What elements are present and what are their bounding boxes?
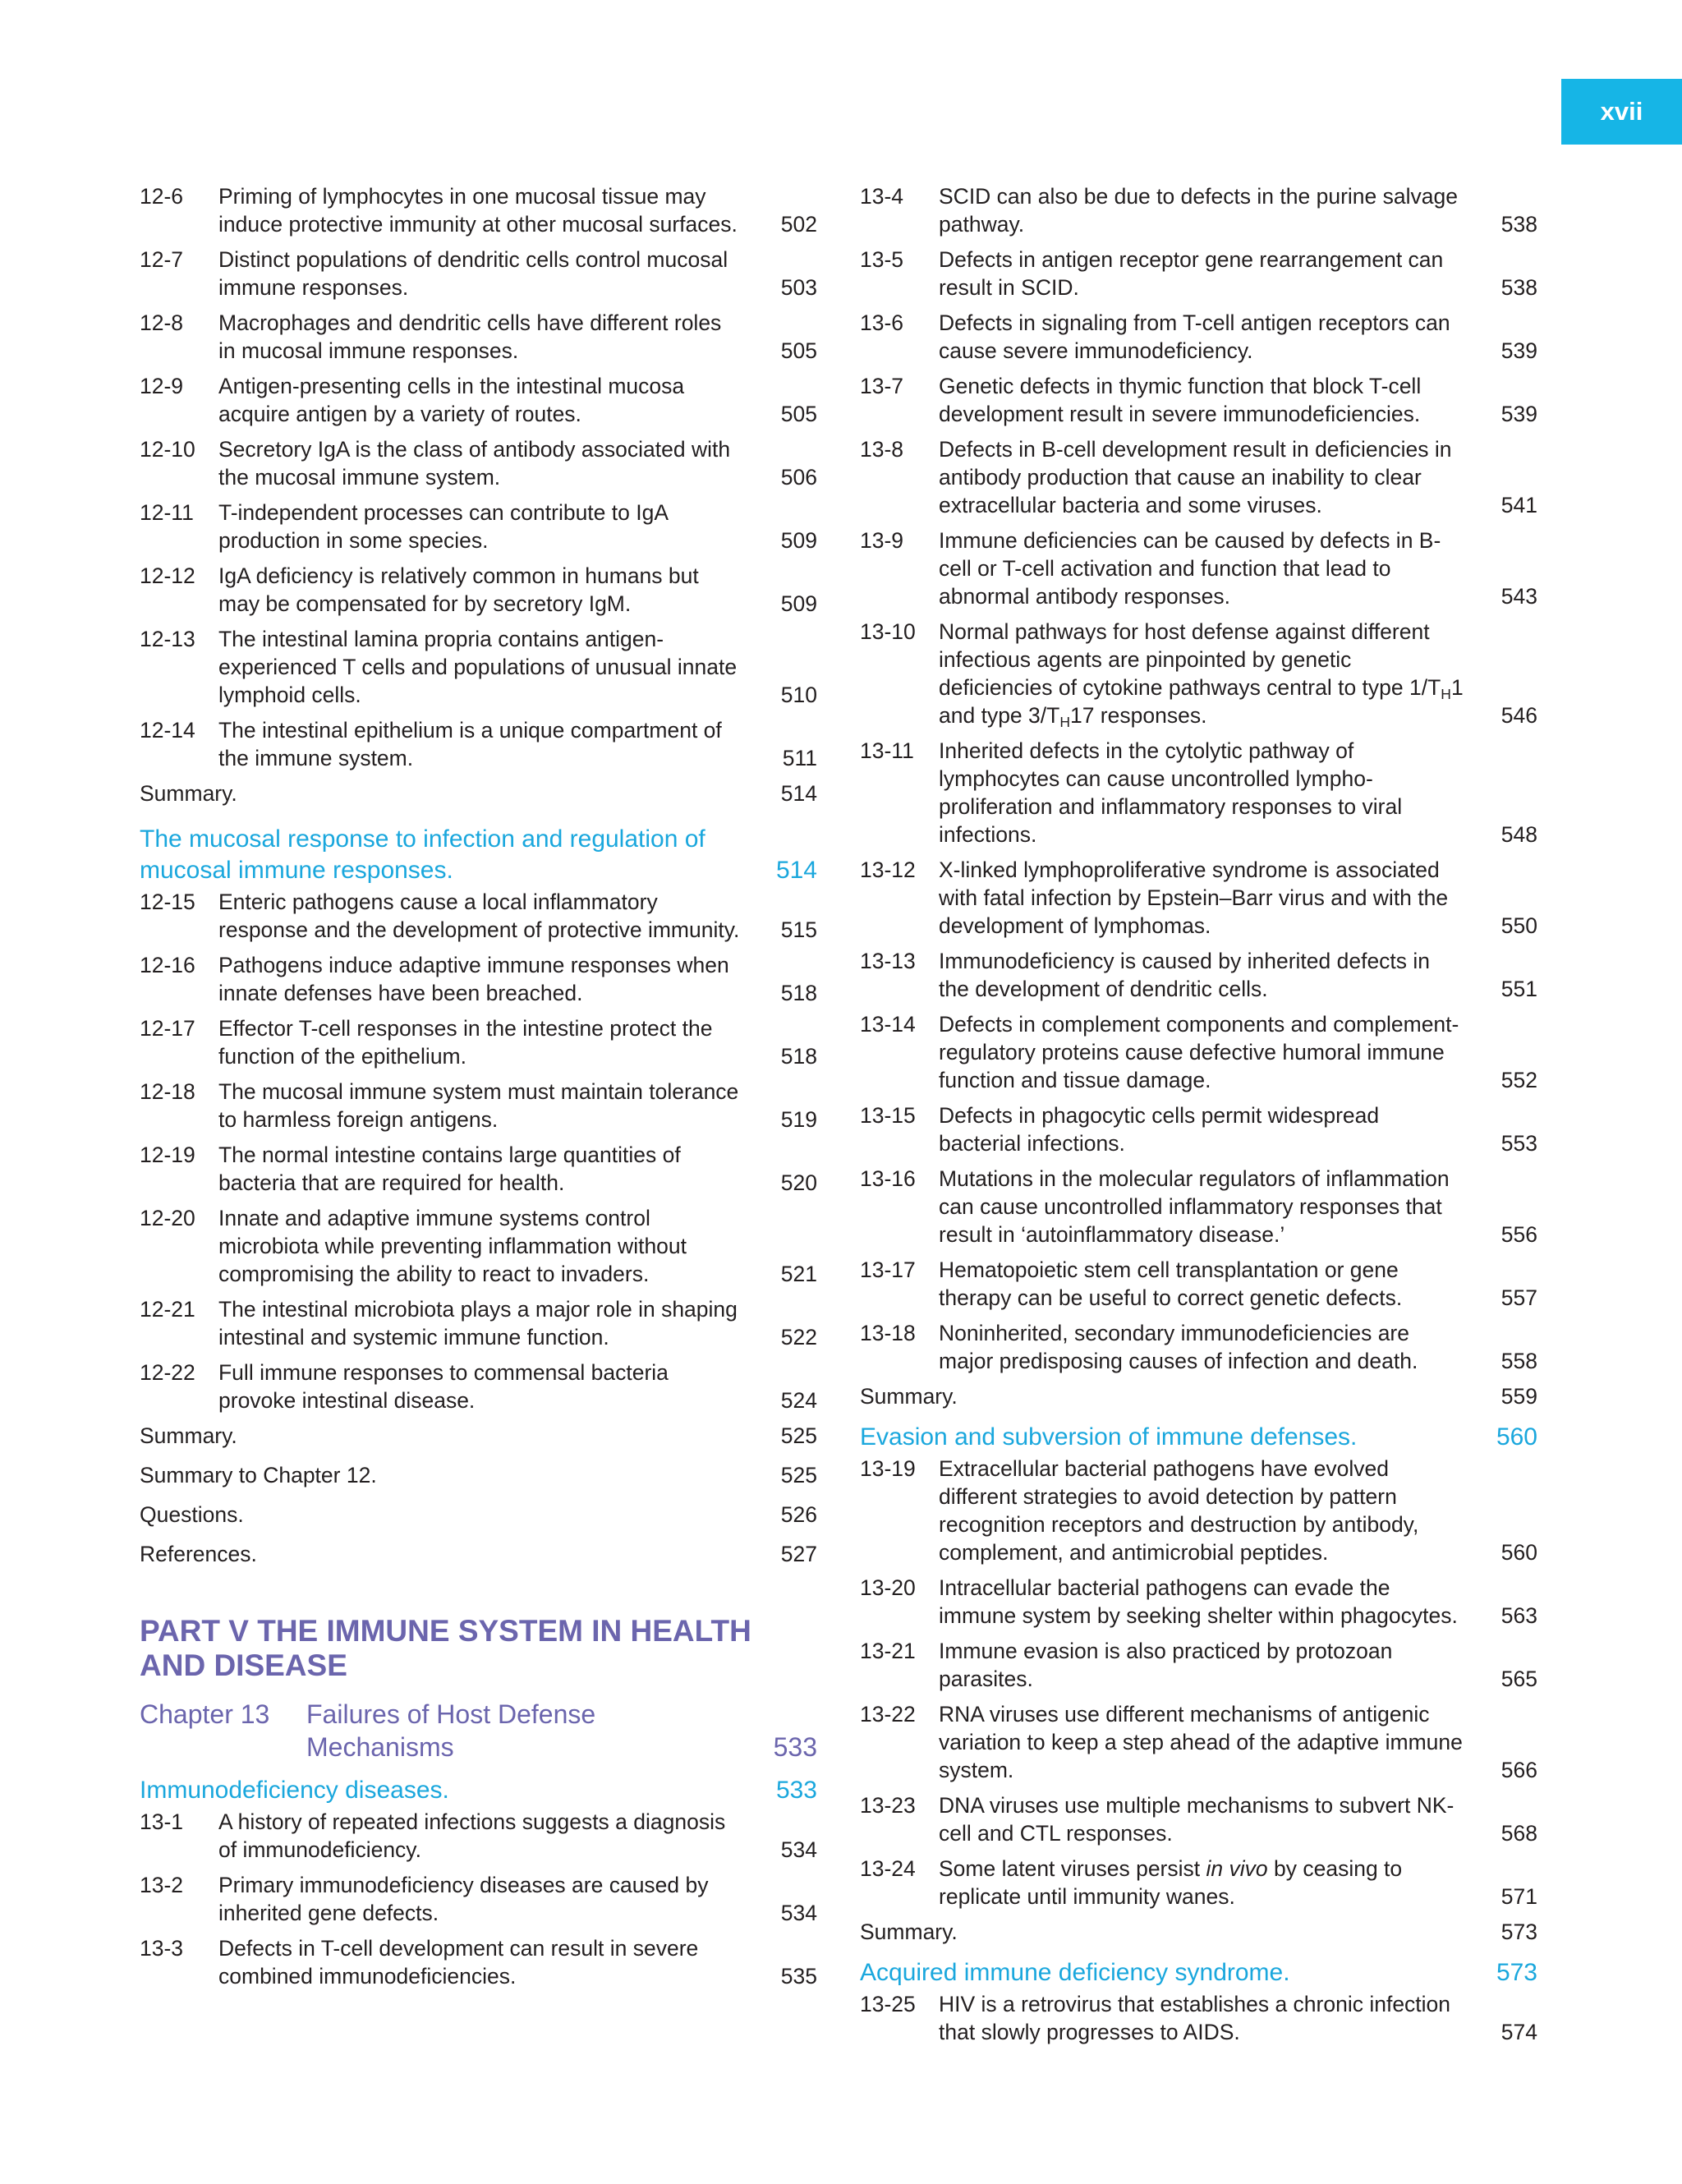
toc-entry[interactable] [860,1637,1537,1693]
toc-entry-page: 502 [780,212,817,237]
toc-entry-page: 568 [1500,1821,1537,1846]
toc-entry-number: 13-23 [860,1793,916,1818]
toc-section-page: 514 [775,857,817,884]
toc-entry-title: Enteric pathogens cause a local inflammatory response and the development of protective immunity. [218,890,740,942]
toc-entry-number: 13-5 [860,247,904,272]
toc-entry-number: 13-25 [860,1992,916,2016]
toc-entry[interactable] [860,1791,1537,1847]
toc-entry-page: 546 [1500,703,1537,728]
toc-entry-page: 506 [780,465,817,490]
toc-entry-page: 509 [780,528,817,553]
toc-entry-title: Intracellular bacterial pathogens can evade the immune system by seeking shelter within phagocytes. [939,1575,1458,1628]
toc-entry-title: Extracellular bacterial pathogens have evolved different strategies to avoid detection by pattern recognition receptors and destruction by antibody, complement, and antimicrobial peptides. [939,1456,1419,1565]
toc-entry-number: 13-11 [860,738,914,763]
toc-entry-title: Defects in B-cell development result in deficiencies in antibody production that cause an inability to clear extracellular bacteria and some viruses. [939,437,1452,517]
toc-entry-number: 13-9 [860,528,904,553]
toc-entry-title: Full immune responses to commensal bacteria provoke intestinal disease. [218,1360,669,1413]
toc-section-title: The mucosal response to infection and regulation of mucosal immune responses. [140,825,705,884]
toc-back-matter-page: 527 [780,1542,817,1566]
toc-entry-page: 538 [1500,212,1537,237]
toc-entry-title: Immune deficiencies can be caused by defects in B-cell or T-cell activation and function that lead to abnormal antibody responses. [939,528,1441,609]
toc-entry-number: 13-17 [860,1258,916,1282]
toc-entry-page: 560 [1500,1540,1537,1565]
toc-entry-number: 13-3 [140,1936,184,1961]
toc-entry-page: 556 [1500,1222,1537,1247]
toc-entry-page: 574 [1500,2020,1537,2044]
toc-entry-number: 12-18 [140,1079,195,1104]
toc-entry[interactable] [860,526,1537,610]
toc-entry-number: 13-13 [860,949,916,973]
toc-entry[interactable] [140,1078,817,1133]
toc-entry-number: 12-11 [140,500,194,525]
toc-entry[interactable] [860,182,1537,238]
toc-entry-title: Effector T-cell responses in the intestine protect the function of the epithelium. [218,1016,713,1069]
toc-entry[interactable] [140,1295,817,1351]
toc-entry-title: Antigen-presenting cells in the intestinal mucosa acquire antigen by a variety of routes. [218,374,685,426]
toc-entry-page: 558 [1500,1349,1537,1373]
toc-entry-number: 12-20 [140,1206,195,1230]
toc-entry-page: 551 [1500,977,1537,1001]
toc-entry[interactable] [860,856,1537,940]
toc-entry-number: 13-1 [140,1809,184,1834]
toc-entry-title: Inherited defects in the cytolytic pathway of lymphocytes can cause uncontrolled lympho-proliferation and inflammatory responses to viral infections. [939,738,1403,847]
toc-entry-page: 534 [780,1901,817,1925]
toc-entry[interactable] [140,182,817,238]
toc-tail-group [140,1422,817,1568]
toc-entry-number: 13-22 [860,1702,916,1727]
toc-group [140,888,817,1414]
toc-entry-number: 12-6 [140,184,184,209]
toc-back-matter-page: 525 [780,1463,817,1487]
toc-entry-number: 13-4 [860,184,904,209]
toc-chapter-heading[interactable] [140,1698,817,1763]
toc-entry-title: Defects in antigen receptor gene rearrangement can result in SCID. [939,247,1444,300]
toc-entry-title: The mucosal immune system must maintain tolerance to harmless foreign antigens. [218,1079,739,1132]
toc-group [860,1455,1537,1847]
toc-entry-number: 13-7 [860,374,904,398]
toc-entry[interactable] [860,947,1537,1003]
toc-back-matter-item[interactable] [140,1501,817,1529]
toc-entry-title: Genetic defects in thymic function that block T-cell development result in severe immunodeficiencies. [939,374,1422,426]
toc-section-heading[interactable] [860,1957,1537,1989]
toc-entry-number: 12-16 [140,953,195,977]
toc-entry-number: 13-24 [860,1856,916,1881]
toc-entry-title: RNA viruses use different mechanisms of antigenic variation to keep a step ahead of the adaptive immune system. [939,1702,1463,1782]
toc-entry-title: Hematopoietic stem cell transplantation or gene therapy can be useful to correct genetic defects. [939,1258,1403,1310]
toc-entry-title: Pathogens induce adaptive immune responses when innate defenses have been breached. [218,953,729,1005]
toc-entry-title: A history of repeated infections suggests a diagnosis of immunodeficiency. [218,1809,726,1862]
toc-entry-number: 13-15 [860,1103,916,1128]
toc-entry[interactable] [860,435,1537,519]
page-number: xvii [1600,97,1643,126]
toc-summary-page: 559 [1500,1384,1537,1409]
toc-entry-title: HIV is a retrovirus that establishes a chronic infection that slowly progresses to AIDS. [939,1992,1451,2044]
toc-chapter-label: Chapter 13 [140,1699,270,1729]
toc-entry[interactable] [860,1101,1537,1157]
toc-back-matter-label: References. [140,1542,257,1566]
toc-entry-number: 12-13 [140,627,195,651]
toc-entry-page: 519 [780,1107,817,1132]
toc-entry-number: 13-14 [860,1012,916,1037]
toc-summary[interactable] [140,779,817,807]
toc-entry-number: 12-7 [140,247,184,272]
toc-entry-title: Innate and adaptive immune systems control microbiota while preventing inflammation without compromising the ability to react to invaders. [218,1206,687,1286]
toc-entry-page: 534 [780,1837,817,1862]
toc-entry-title: Normal pathways for host defense against different infectious agents are pinpointed by genetic deficiencies of cytokine pathways central to type $1/T_H1$ and type $3/T_H17$ responses. [939,619,1464,731]
toc-entry[interactable] [860,737,1537,848]
toc-entry-page: 503 [780,275,817,300]
toc-section-page: 573 [1496,1959,1537,1986]
toc-back-matter-item[interactable] [140,1461,817,1489]
toc-group [860,1990,1537,2046]
toc-entry-page: 505 [780,338,817,363]
toc-entry[interactable] [140,1871,817,1927]
toc-entry-title: DNA viruses use multiple mechanisms to subvert NK-cell and CTL responses. [939,1793,1455,1846]
toc-entry[interactable] [860,1855,1537,1910]
toc-entry-page: 509 [780,591,817,616]
toc-section-heading[interactable] [140,824,817,886]
toc-entry-title: Mutations in the molecular regulators of inflammation can cause uncontrolled inflammatory responses that result in ‘autoinflammatory disease.’ [939,1166,1450,1247]
toc-entry-number: 13-16 [860,1166,916,1191]
toc-group [860,737,1537,1375]
toc-entry[interactable] [140,309,817,365]
toc-entry-page: 552 [1500,1068,1537,1092]
toc-entry-title: IgA deficiency is relatively common in humans but may be compensated for by secretory IgM. [218,563,699,616]
toc-entry[interactable] [140,1014,817,1070]
toc-entry-page: 550 [1500,913,1537,938]
toc-entry[interactable] [140,888,817,944]
toc-entry[interactable] [140,499,817,554]
toc-entry-page: 510 [780,683,817,707]
toc-entry-number: 12-17 [140,1016,195,1041]
toc-entry-number: 13-20 [860,1575,916,1600]
toc-entry-title: Primary immunodeficiency diseases are caused by inherited gene defects. [218,1873,709,1925]
toc-group [140,182,817,772]
toc-entry-page: 571 [1500,1884,1537,1909]
toc-entry-number: 13-12 [860,858,916,882]
toc-entry-page: 541 [1500,493,1537,517]
toc-entry-page: 520 [780,1170,817,1195]
toc-entry[interactable] [860,1700,1537,1784]
toc-entry-title: The intestinal microbiota plays a major role in shaping intestinal and systemic immune function. [218,1297,738,1349]
toc-entry-title: X-linked lymphoproliferative syndrome is associated with fatal infection by Epstein–Barr virus and with the development of lymphomas. [939,858,1449,938]
toc-entry-title: Defects in complement components and complement-regulatory proteins cause defective humoral immune function and tissue damage. [939,1012,1459,1092]
toc-entry-number: 12-8 [140,310,184,335]
toc-entry-number: 13-18 [860,1321,916,1345]
toc-entry-page: 524 [780,1388,817,1413]
toc-entry-page: 566 [1500,1758,1537,1782]
toc-entry[interactable] [140,246,817,301]
toc-entry-page: 543 [1500,584,1537,609]
toc-entry-number: 13-2 [140,1873,184,1897]
toc-summary-label: Summary. [860,1384,958,1409]
toc-summary-label: Summary. [860,1920,958,1944]
toc-entry-number: 13-19 [860,1456,916,1481]
toc-entry-title: T-independent processes can contribute to IgA production in some species. [218,500,668,553]
toc-entry-page: 563 [1500,1603,1537,1628]
toc-back-matter-label: Summary. [140,1423,237,1448]
toc-section-heading[interactable] [140,1775,817,1806]
toc-entry-title: Some latent viruses persist in vivo by ceasing to replicate until immunity wanes. [939,1856,1403,1909]
toc-entry-page: 548 [1500,822,1537,847]
toc-entry-title: Defects in signaling from T-cell antigen receptors can cause severe immunodeficiency. [939,310,1450,363]
toc-chapter-title: Failures of Host Defense Mechanisms [306,1699,596,1762]
toc-entry-number: 13-6 [860,310,904,335]
toc-entry-page: 518 [780,1044,817,1069]
toc-entry-page: 522 [780,1325,817,1349]
toc-entry[interactable] [140,435,817,491]
toc-entry[interactable] [860,1319,1537,1375]
toc-section-page: 533 [775,1777,817,1804]
toc-entry-page: 515 [780,917,817,942]
part-heading[interactable]: PART V THE IMMUNE SYSTEM IN HEALTH AND DISEASE [140,1614,751,1682]
toc-summary-page: 573 [1500,1920,1537,1944]
toc-entry[interactable] [860,1455,1537,1566]
toc-entry-title: The intestinal lamina propria contains antigen-experienced T cells and populations of unusual innate lymphoid cells. [218,627,738,707]
toc-entry[interactable] [860,1010,1537,1094]
toc-entry-page: 565 [1500,1667,1537,1691]
toc-entry-number: 12-15 [140,890,195,914]
toc-entry[interactable] [140,716,817,772]
toc-back-matter-item[interactable] [140,1422,817,1450]
toc-entry[interactable] [860,1990,1537,2046]
page-number-tab [1561,79,1682,145]
toc-entry-page: 557 [1500,1285,1537,1310]
toc-entry-number: 12-10 [140,437,195,462]
toc-entry-page: 521 [780,1262,817,1286]
toc-entry[interactable] [140,1141,817,1197]
toc-entry[interactable] [860,309,1537,365]
toc-left-column [140,182,817,1998]
toc-entry[interactable] [140,625,817,709]
toc-entry-title: Immunodeficiency is caused by inherited defects in the development of dendritic cells. [939,949,1431,1001]
toc-entry-title: Macrophages and dendritic cells have different roles in mucosal immune responses. [218,310,722,363]
toc-right-column [860,182,1537,2053]
toc-entry-page: 539 [1500,338,1537,363]
toc-back-matter-item[interactable] [140,1540,817,1568]
toc-entry[interactable] [140,951,817,1007]
toc-summary[interactable] [860,1382,1537,1410]
toc-entry-number: 13-21 [860,1639,916,1663]
toc-entry-title: Defects in T-cell development can result in severe combined immunodeficiencies. [218,1936,699,1989]
toc-entry[interactable] [860,1574,1537,1630]
toc-summary-label: Summary. [140,781,237,806]
toc-entry-title: The normal intestine contains large quantities of bacteria that are required for health. [218,1143,681,1195]
toc-entry-page: 538 [1500,275,1537,300]
toc-entry-number: 13-8 [860,437,904,462]
toc-section-heading[interactable] [860,1422,1537,1453]
toc-back-matter-label: Questions. [140,1502,244,1527]
toc-section-title: Acquired immune deficiency syndrome. [860,1959,1290,1986]
toc-back-matter-page: 526 [780,1502,817,1527]
toc-entry-title: Priming of lymphocytes in one mucosal tissue may induce protective immunity at other mucosal surfaces. [218,184,738,237]
toc-summary[interactable] [860,1918,1537,1946]
toc-entry[interactable] [140,372,817,428]
toc-section-title: Evasion and subversion of immune defenses. [860,1423,1358,1451]
toc-entry-title: SCID can also be due to defects in the purine salvage pathway. [939,184,1458,237]
toc-group [860,182,1537,610]
toc-entry-number: 12-19 [140,1143,195,1167]
toc-entry[interactable] [860,618,1537,729]
toc-section-title: Immunodeficiency diseases. [140,1777,449,1804]
toc-entry-title: Immune evasion is also practiced by protozoan parasites. [939,1639,1393,1691]
toc-entry-page: 511 [782,746,817,770]
toc-entry-page: 518 [780,981,817,1005]
toc-entry-number: 13-10 [860,619,916,644]
toc-group [140,1808,817,1990]
toc-entry[interactable] [860,1256,1537,1312]
toc-entry[interactable] [140,1359,817,1414]
toc-summary-page: 514 [780,781,817,806]
toc-entry-page: 505 [780,402,817,426]
toc-entry-number: 12-21 [140,1297,195,1322]
toc-entry[interactable] [860,1165,1537,1248]
toc-entry-page: 535 [780,1964,817,1989]
toc-entry[interactable] [860,372,1537,428]
toc-entry[interactable] [860,246,1537,301]
toc-entry-page: 539 [1500,402,1537,426]
toc-back-matter-label: Summary to Chapter 12. [140,1463,377,1487]
toc-entry[interactable] [140,1808,817,1864]
toc-entry-title: Secretory IgA is the class of antibody associated with the mucosal immune system. [218,437,731,490]
toc-entry-title: Noninherited, secondary immunodeficiencies are major predisposing causes of infection and death. [939,1321,1418,1373]
toc-entry-title: Distinct populations of dendritic cells control mucosal immune responses. [218,247,728,300]
toc-entry-number: 12-9 [140,374,184,398]
toc-chapter-page: 533 [773,1732,817,1762]
toc-entry-number: 12-22 [140,1360,195,1385]
toc-entry-number: 12-12 [140,563,195,588]
toc-entry[interactable] [140,1204,817,1288]
toc-section-page: 560 [1496,1423,1537,1451]
toc-entry-title: Defects in phagocytic cells permit widespread bacterial infections. [939,1103,1380,1156]
toc-entry[interactable] [140,1934,817,1990]
toc-entry-number: 12-14 [140,718,195,743]
toc-back-matter-page: 525 [780,1423,817,1448]
toc-entry[interactable] [140,562,817,618]
toc-entry-title: The intestinal epithelium is a unique compartment of the immune system. [218,718,722,770]
toc-entry-page: 553 [1500,1131,1537,1156]
